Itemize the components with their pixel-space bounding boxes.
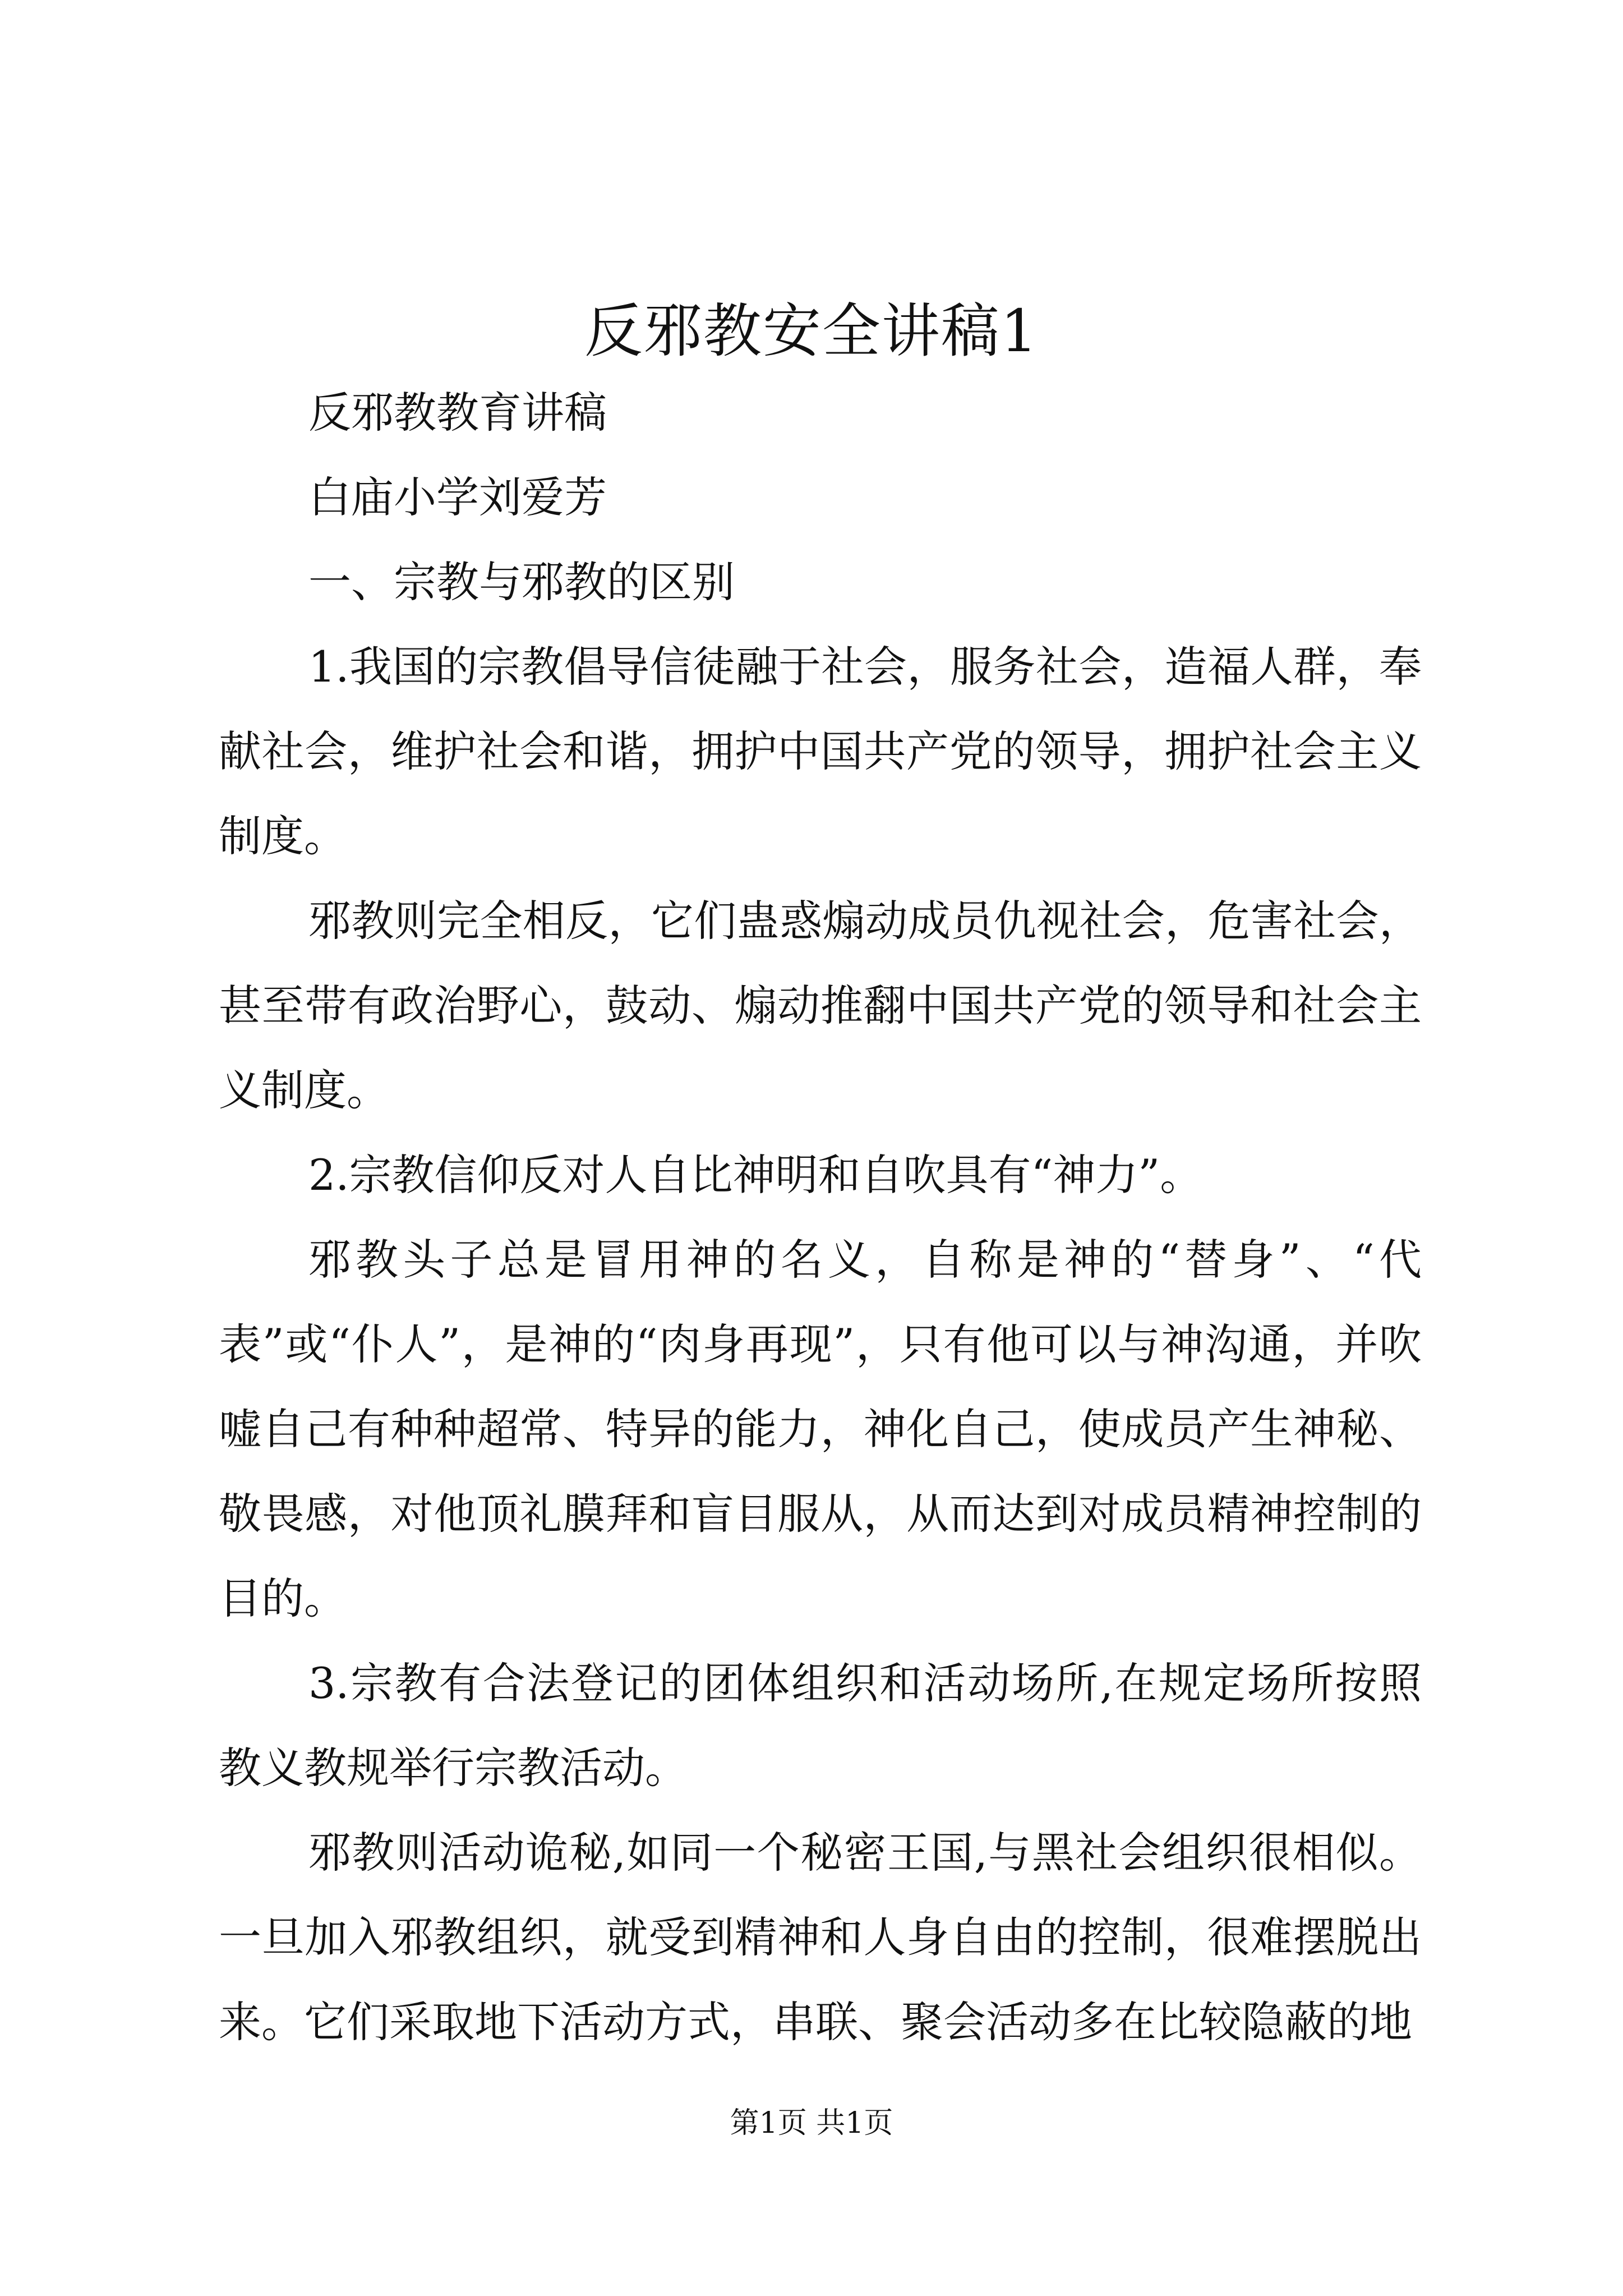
page-footer: 第1页 共1页 <box>730 2106 893 2140</box>
paragraph: 邪教则完全相反，它们蛊惑煽动成员仇视社会，危害社会，甚至带有政治野心，鼓动、煽动推翻中国共产党的领导和社会主义制度。 <box>219 896 1422 1115</box>
paragraph: 邪教头子总是冒用神的名义，自称是神的“替身”、“代表”或“仆人”，是神的“肉身再现”，只有他可以与神沟通，并吹嘘自己有种种超常、特异的能力，神化自己，使成员产生神秘、敬畏感，对他顶礼膜拜和盲目服从，从而达到对成员精神控制的目的。 <box>219 1235 1422 1623</box>
paragraph: 2.宗教信仰反对人自比神明和自吹具有“神力”。 <box>308 1150 1203 1200</box>
paragraph: 邪教则活动诡秘,如同一个秘密王国,与黑社会组织很相似。一旦加入邪教组织，就受到精神和人身自由的控制，很难摆脱出来。它们采取地下活动方式，串联、聚会活动多在比较隐蔽的地 <box>219 1828 1422 2047</box>
paragraph-author: 白庙小学刘爱芳 <box>308 472 607 522</box>
paragraph: 3.宗教有合法登记的团体组织和活动场所,在规定场所按照教义教规举行宗教活动。 <box>219 1658 1422 1793</box>
document-body <box>219 370 1422 2064</box>
document-title: 反邪教安全讲稿1 <box>584 297 1039 365</box>
paragraph: 1.我国的宗教倡导信徒融于社会，服务社会，造福人群，奉献社会，维护社会和谐，拥护中国共产党的领导，拥护社会主义制度。 <box>219 642 1422 861</box>
paragraph-section-heading: 一、宗教与邪教的区别 <box>308 557 735 607</box>
paragraph-subtitle: 反邪教教育讲稿 <box>308 388 607 438</box>
